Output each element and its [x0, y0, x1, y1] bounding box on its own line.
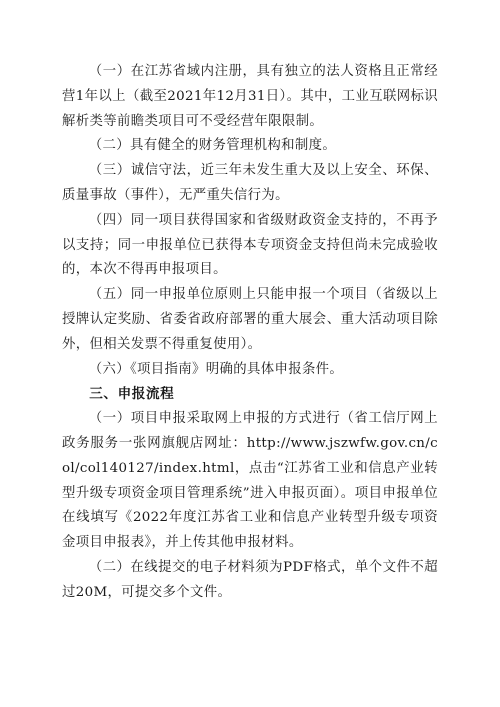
document-body [62, 60, 438, 606]
process-paragraph-2: （二）在线提交的电子材料须为PDF格式，单个文件不超过20M，可提交多个文件。 [62, 559, 438, 600]
condition-paragraph-2: （二）具有健全的财务管理机构和制度。 [88, 138, 337, 154]
condition-paragraph-1: （一）在江苏省域内注册，具有独立的法人资格且正常经营1年以上（截至2021年12月31日）。其中，工业互联网标识解析类等前瞻类项目可不受经营年限限制。 [62, 64, 438, 129]
section-heading-application-process: 三、申报流程 [89, 386, 175, 403]
process-paragraph-1: （一）项目申报采取网上申报的方式进行（省工信厅网上政务服务一张网旗舰店网址：http://www.jszwfw.gov.cn/col/col140127/index.html，点击“江苏省工业和信息产业转型升级专项资金项目管理系统”进入申报页面）。项目申报单位在线填写《2022年度江苏省工业和信息产业转型升级专项资金项目申报表》，并上传其他申报材料。 [62, 411, 438, 551]
condition-paragraph-6: （六）《项目指南》明确的具体申报条件。 [88, 361, 344, 377]
condition-paragraph-3: （三）诚信守法，近三年未发生重大及以上安全、环保、质量事故（事件），无严重失信行为。 [62, 163, 438, 203]
condition-paragraph-4: （四）同一项目获得国家和省级财政资金支持的，不再予以支持；同一申报单位已获得本专项资金支持但尚未完成验收的，本次不得再申报项目。 [62, 212, 438, 278]
condition-paragraph-5: （五）同一申报单位原则上只能申报一个项目（省级以上授牌认定奖励、省委省政府部署的重大展会、重大活动项目除外，但相关发票不得重复使用）。 [62, 287, 438, 352]
